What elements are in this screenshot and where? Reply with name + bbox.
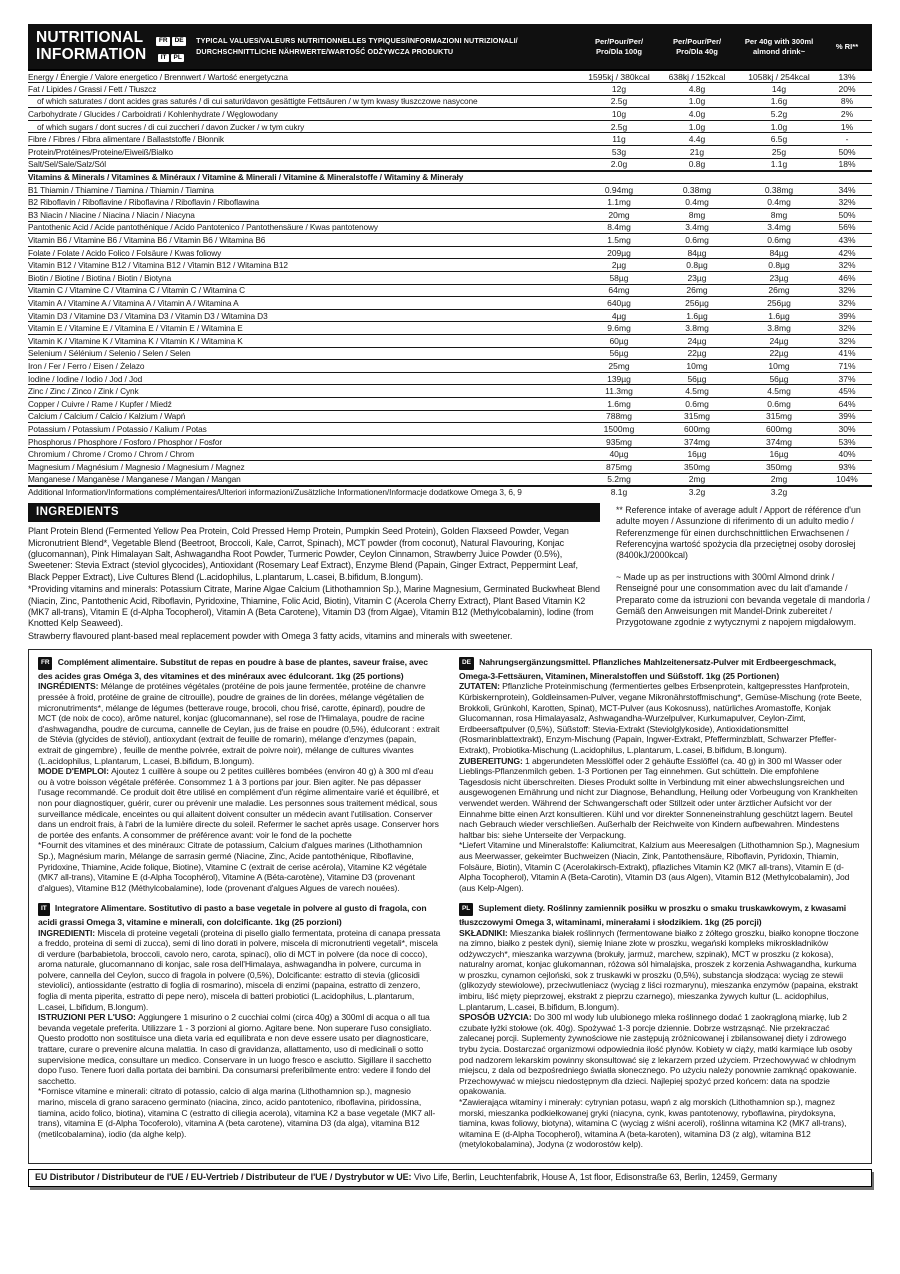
pl-badge: PL: [459, 903, 473, 916]
value-per-40g: 84µg: [658, 246, 736, 259]
paragraph-lead: INGREDIENTI:: [38, 927, 98, 938]
value-per-100g: 0.94mg: [580, 183, 658, 196]
ingredients-paragraph: *Providing vitamins and minerals: Potassium Citrate, Marine Algae Calcium (Lithothamnion Sp.), Marine Magnesium, Germinated Buckwheat Blend (Niacin, Zinc, Pantothenic Acid, Riboflavin, Pyridoxine, Thiamine, Folic Acid, Biotin), Vitamin C (Acerola Cherry Extract), Plant Based Vitamin K2 (MK7 all-trans), Vitamin E (d-Alpha Tocopherol), Vitamin A (Beta Carotene), Vitamin D3 (from Algae), Vitamin B12 (Methylcobalamin), Iodine (from Knotted Kelp Seaweed).: [28, 584, 600, 629]
value-per-100g: 935mg: [580, 435, 658, 448]
nutrient-label: B2 Riboflavin / Riboflavine / Riboflavina / Riboflavin / Riboflawina: [28, 196, 580, 209]
reference-intake-percent: 32%: [822, 196, 872, 209]
value-with-almond-drink: 6.5g: [736, 133, 822, 146]
reference-intake-percent: [822, 486, 872, 499]
nutrient-label: Fibre / Fibres / Fibra alimentare / Ballaststoffe / Błonnik: [28, 133, 580, 146]
value-per-40g: 4.0g: [658, 108, 736, 121]
value-with-almond-drink: 0.6mg: [736, 234, 822, 247]
table-row: [28, 133, 872, 146]
typical-line-1: TYPICAL VALUES/VALEURS NUTRITIONNELLES TYPIQUES/INFORMAZIONI NUTRIZIONALI/: [196, 36, 518, 46]
table-header-row: [28, 24, 872, 70]
value-per-40g: 1.6µg: [658, 309, 736, 322]
value-per-40g: 10mg: [658, 360, 736, 373]
reference-intake-percent: 45%: [822, 385, 872, 398]
reference-intake-percent: 18%: [822, 158, 872, 171]
value-per-100g: 64mg: [580, 284, 658, 297]
ingredients-heading-bar: INGREDIENTS: [28, 503, 600, 522]
value-per-40g: 4.8g: [658, 83, 736, 96]
value-per-40g: 0.8µg: [658, 259, 736, 272]
reference-intake-percent: 13%: [822, 70, 872, 83]
paragraph-lead: SPOSÓB UŻYCIA:: [459, 1012, 534, 1023]
lang-block-it: [38, 903, 441, 1139]
nutrient-label: Chromium / Chrome / Cromo / Chrom / Chrom: [28, 448, 580, 461]
value-per-40g: 0.6mg: [658, 397, 736, 410]
ingredients-left-column: [28, 503, 600, 643]
nutrient-label: Protein/Protéines/Proteine/Eiweiß/Białko: [28, 146, 580, 159]
nutrient-label: of which sugars / dont sucres / di cui zuccheri / davon Zucker / w tym cukry: [28, 120, 580, 133]
value-per-40g: 22µg: [658, 347, 736, 360]
typical-line-2: DURCHSCHNITTLICHE NÄHRWERTE/WARTOŚĆ ODŻYWCZA PRODUKTU: [196, 46, 454, 56]
paragraph-lead: INGRÉDIENTS:: [38, 681, 101, 692]
reference-intake-percent: 32%: [822, 334, 872, 347]
fr-badge: FR: [156, 37, 170, 46]
table-row: [28, 209, 872, 222]
lang-intro: DE Nahrungsergänzungsmittel. Pflanzliches Mahlzeitenersatz-Pulver mit Erdbeergeschmack, Omega-3-Fettsäuren, Vitaminen, Mineralstoffen und Süßstoff. 1kg (25 Portionen): [459, 657, 837, 681]
lang-block-pl: [459, 903, 862, 1150]
value-per-40g: 16µg: [658, 448, 736, 461]
nutrient-label: Vitamin B12 / Vitamine B12 / Vitamina B12 / Vitamin B12 / Witamina B12: [28, 259, 580, 272]
value-with-almond-drink: 3.8mg: [736, 322, 822, 335]
footnote: ** Reference intake of average adult / Apport de référence d'un adulte moyen / Assunzione di riferimento di un adulto medio / Referenzmenge für einen durchschnittlichen Erwachsenen / Referencyjna wartość spożycia dla przeciętnej osoby dorosłej (8400kJ/2000kcal): [616, 505, 861, 560]
value-per-40g: 3.8mg: [658, 322, 736, 335]
value-with-almond-drink: 0.38mg: [736, 183, 822, 196]
paragraph-lead: ISTRUZIONI PER L'USO:: [38, 1012, 139, 1023]
reference-intake-percent: 8%: [822, 95, 872, 108]
value-per-100g: 11.3mg: [580, 385, 658, 398]
reference-intake-percent: 41%: [822, 347, 872, 360]
value-per-40g: 4.4g: [658, 133, 736, 146]
value-with-almond-drink: 56µg: [736, 372, 822, 385]
title-line-1: NUTRITIONAL: [36, 29, 144, 47]
value-per-40g: 3.2g: [688, 487, 706, 498]
value-per-100g: 2.5g: [580, 120, 658, 133]
value-per-100g: 788mg: [580, 410, 658, 423]
reference-intake-percent: 1%: [822, 120, 872, 133]
value-with-almond-drink: 315mg: [736, 410, 822, 423]
value-per-40g: 350mg: [658, 460, 736, 473]
value-with-almond-drink: 600mg: [736, 423, 822, 436]
value-per-100g: 1.6mg: [580, 397, 658, 410]
value-with-almond-drink: 16µg: [736, 448, 822, 461]
reference-intake-percent: 20%: [822, 83, 872, 96]
nutrient-label: Iodine / Iodine / Iodio / Jod / Jod: [28, 372, 580, 385]
nutrient-label: Vitamin K / Vitamine K / Vitamina K / Vitamin K / Witamina K: [28, 334, 580, 347]
ingredients-paragraph: Strawberry flavoured plant-based meal replacement powder with Omega 3 fatty acids, vitamins and minerals with sweetener.: [28, 630, 513, 641]
nutrient-label: B3 Niacin / Niacine / Niacina / Niacin / Niacyna: [28, 209, 580, 222]
value-with-almond-drink: 1.6g: [736, 95, 822, 108]
ingredients-paragraph: Plant Protein Blend (Fermented Yellow Pea Protein, Cold Pressed Hemp Protein, Pumpkin Seed Protein), Golden Flaxseed Powder, Vegan Micronutrient Blend*, Vegetable Blend (Beetroot, Broccoli, Kale, Carrot, Spinach), MCT powder (from coconut), Natural Flavouring, Konjac (glucomannan), Pink Himalayan Salt, Ashwagandha Root Powder, Turmeric Powder, Ceylon Cinnamon, Strawberry Juice Powder (0.5%), Sweetener: Stevia Extract (steviol glycocides), Antioxidant (Rosemary Leaf Extract), Enzyme Blend (Papain, Ginger Extract, Peppermint Leaf, Black Pepper Extract), Live Cultures Blend (L.acidophilus, L.plantarum, L.casei, B.bifidum, B.longum).: [28, 526, 578, 582]
value-per-40g: 21g: [658, 146, 736, 159]
nutrient-label: Vitamin E / Vitamine E / Vitamina E / Vitamin E / Witamina E: [28, 322, 580, 335]
nutrient-label: Vitamin B6 / Vitamine B6 / Vitamina B6 / Vitamin B6 / Witamina B6: [28, 234, 580, 247]
value-with-almond-drink: 1058kj / 254kcal: [736, 70, 822, 83]
value-with-almond-drink: 1.1g: [736, 158, 822, 171]
table-row: [28, 83, 872, 96]
pl-badge: PL: [171, 54, 184, 63]
language-badges: [155, 30, 187, 63]
table-row: [28, 146, 872, 159]
table-row: [28, 397, 872, 410]
nutrient-label: of which saturates / dont acides gras saturés / di cui saturi/davon gesättigte Fettsäuren / w tym kwasy tłuszczowe nasycone: [28, 95, 580, 108]
value-per-40g: 0.8g: [658, 158, 736, 171]
value-with-almond-drink: 23µg: [736, 272, 822, 285]
nutrient-label: Potassium / Potassium / Potassio / Kalium / Potas: [28, 423, 580, 436]
reference-intake-percent: 30%: [822, 423, 872, 436]
lang-intro: FR Complément alimentaire. Substitut de repas en poudre à base de plantes, saveur fraise, avec des acides gras Oméga 3, des vitamines et des minéraux avec édulcorant. 1kg (25 portions): [38, 657, 428, 681]
lang-paragraph: *Fournit des vitamines et des minéraux: Citrate de potassium, Calcium d'algues marines (Lithothamnion Sp.), Magnésium marin, Mélange de sarrasin germé (Niacine, Zinc, Acide pantothénique, Riboflavine, Pyridoxine, Thiamine, Acide folique, Biotine), Vitamine C (extrait de cerise acérola), Vitamine K2 végétale (MK7 all-trans), Vitamine E (d-Alpha Tocophérol), Vitamine A (Béta-carotène), Vitamine D3 (provenant d'algues), Vitamine B12 (Méthylcobalamine), Iode (provenant d'algues Algues de varech nouées).: [38, 840, 427, 893]
value-per-40g: 2mg: [658, 473, 736, 486]
reference-intake-percent: 64%: [822, 397, 872, 410]
reference-intake-percent: 53%: [822, 435, 872, 448]
table-row: [28, 272, 872, 285]
reference-intake-percent: 32%: [822, 284, 872, 297]
value-per-40g: 8mg: [658, 209, 736, 222]
value-with-almond-drink: 26mg: [736, 284, 822, 297]
footnote: ~ Made up as per instructions with 300ml Almond drink / Renseigné pour une consommation avec du lait d'amande / Preparato come da istruzioni con bevanda vegetale di mandorla / Gemäß den Anweisungen mit Mandel-Drink zubereitet / Przygotowane zgodnie z wytycznymi z napojem migdałowym.: [616, 572, 870, 628]
value-per-100g: 4µg: [580, 309, 658, 322]
reference-intake-percent: 46%: [822, 272, 872, 285]
value-with-almond-drink: 1.6µg: [736, 309, 822, 322]
value-per-40g: 0.38mg: [658, 183, 736, 196]
lang-intro: PL Suplement diety. Roślinny zamiennik posiłku w proszku o smaku truskawkowym, z kwasami tłuszczowymi Omega 3, witaminami, minerałami i słodzikiem. 1kg (25 porcji): [459, 903, 847, 927]
fr-badge: FR: [38, 657, 52, 670]
value-with-almond-drink: 22µg: [736, 347, 822, 360]
value-per-40g: 1.0g: [658, 120, 736, 133]
nutrient-label: Folate / Folate / Acido Folico / Folsäure / Kwas foliowy: [28, 246, 580, 259]
value-per-100g: 1.1mg: [580, 196, 658, 209]
value-with-almond-drink: 256µg: [736, 297, 822, 310]
col-header-almond-drink: Per 40g with 300ml almond drink~: [736, 24, 822, 70]
value-with-almond-drink: 25g: [736, 146, 822, 159]
value-per-100g: 10g: [580, 108, 658, 121]
table-row: [28, 448, 872, 461]
value-per-40g: 1.0g: [658, 95, 736, 108]
title-line-2: INFORMATION: [36, 45, 147, 63]
lang-paragraph: ISTRUZIONI PER L'USO: Aggiungere 1 misurino o 2 cucchiai colmi (circa 40g) a 300ml di acqua o all tua bevanda vegetale preferita. Utilizzare 1 - 3 porzioni al giorno. Agitare bene. Non superare l'uso consigliato. Questo prodotto non sostituisce una dieta varia ed equilibrata e non deve essere usato per diagnosticare, trattare, curare o prevenire alcuna malattia. In caso di gravidanza, allattamento, uso di medicinali o sotto supervisione medica, consultare un medico. Conservare in un luogo fresco e asciutto. Sigillare il sacchetto dopo l'uso. Tenere fuori dalla portata dei bambini. Da consumarsi preferibilmente entro: vedere il fondo del sacchetto.: [38, 1012, 432, 1086]
eu-distributor-footer: [28, 1169, 872, 1187]
de-badge: DE: [459, 657, 474, 670]
value-with-almond-drink: 10mg: [736, 360, 822, 373]
table-row: [28, 120, 872, 133]
nutrient-label: Manganese / Manganèse / Manganese / Mangan / Mangan: [28, 473, 580, 486]
value-per-100g: 40µg: [580, 448, 658, 461]
value-per-100g: 1.5mg: [580, 234, 658, 247]
lang-paragraph: *Liefert Vitamine und Mineralstoffe: Kaliumcitrat, Kalzium aus Meeresalgen (Lithothamnion Sp.), Magnesium aus Meerwasser, gekeimter Buchweizen (Niacin, Zink, Pantothensäure, Riboflavin, Pyridoxin, Thiamin, Folsäure, Biotin), Vitamin C (Acerolakirsch-Extrakt), pflazliches Vitamin K2 (MK7 all-trans), Vitamin E (d-Alpha Tocopherol), Vitamin A (Beta-Carotin), Vitamin D3 (aus Algen), Vitamin B12 (Methylcobalamin), Jod (aus Kelp-Algen).: [459, 840, 860, 893]
value-with-almond-drink: 374mg: [736, 435, 822, 448]
value-with-almond-drink: 2mg: [736, 473, 822, 486]
reference-intake-percent: 34%: [822, 183, 872, 196]
value-with-almond-drink: 8mg: [736, 209, 822, 222]
value-per-40g: 374mg: [658, 435, 736, 448]
de-badge: DE: [172, 37, 186, 46]
reference-intake-percent: 42%: [822, 246, 872, 259]
table-row: [28, 334, 872, 347]
lang-paragraph: ZUTATEN: Pflanzliche Proteinmischung (fermentiertes gelbes Erbsenprotein, kaltgepresstes Hanfprotein, Kürbiskernprotein), Goldleinsamen-Pulver, vegane Mikronährstoffmischung*, Gemüse-Mischung (rote Beete, Brokkoli, Grünkohl, Karotten, Spinat), MCT-Pulver (aus Kokosnuss), natürliches Aromastoffe, Konjak Glucomannan, rosa Himalayasalz, Ashwagandha-Wurzelpulver, Kurkumapulver, Ceylon-Zimt, Erdbeersaftpulver (0,5%), Süßstoff: Stevia-Extrakt (Steviolglykoside), Antioxidationsmittel (Rosmarinblattextrakt), Enzym-Mischung (Papain, Ingwer-Extrakt, Pfefferminzblatt, Schwarzer Pfeffer-Extrakt), Probiotika-Mischung (L.acidophilus, L.plantarum, L.casei, B.bifidum, B.longum).: [459, 681, 862, 755]
value-per-100g: 139µg: [580, 372, 658, 385]
value-per-100g: 2.5g: [580, 95, 658, 108]
reference-intake-percent: 56%: [822, 221, 872, 234]
ingredients-section: [28, 503, 872, 643]
multilingual-section: [28, 649, 872, 1164]
table-row: [28, 259, 872, 272]
distributor-address: Vivo Life, Berlin, Leuchtenfabrik, House A, 1st floor, Edisonstraße 63, Berlin, 12459, Germany: [413, 1171, 777, 1182]
section-heading: Vitamins & Minerals / Vitamines & Minéraux / Vitamine & Minerali / Vitamine & Mineralstoffe / Witaminy & Minerały: [28, 171, 872, 184]
reference-intake-percent: 39%: [822, 309, 872, 322]
col-header-reference-intake: % RI**: [822, 24, 872, 70]
table-row: [28, 347, 872, 360]
paragraph-lead: MODE D'EMPLOI:: [38, 766, 112, 777]
nutrient-label: Pantothenic Acid / Acide pantothénique / Acido Pantotenico / Pantothensäure / Kwas pantotenowy: [28, 221, 580, 234]
nutrient-label: Calcium / Calcium / Calcio / Kalzium / Wapń: [28, 410, 580, 423]
table-row: [28, 297, 872, 310]
value-per-100g: 1500mg: [580, 423, 658, 436]
value-per-100g: 8.4mg: [580, 221, 658, 234]
it-badge: IT: [158, 54, 169, 63]
table-row: [28, 423, 872, 436]
lang-paragraph: MODE D'EMPLOI: Ajoutez 1 cuillère à soupe ou 2 petites cuillères bombées (environ 40 g) à 300 ml d'eau ou à votre boisson végétale préférée. Consommez 1 à 3 portions par jour. Bien agiter. Ne pas dépasser l'usage recommandé. Ce produit doit être utilisé en complément d'un régime alimentaire varié et équilibré, et non pour diagnostiquer, guérir, curer ou prévenir une maladie. Les personnes sous traitement médical, sous surveillance médicale, enceintes ou qui allaitent doivent consulter un médecin avant l'utilisation. Conserver dans un endroit frais, à l'abri de la lumière directe du soleil. Refermer le sachet après usage. Conserver hors de portée des enfants. A consommer de préférence avant: voir le fond de la pochette: [38, 766, 439, 840]
reference-intake-percent: 93%: [822, 460, 872, 473]
lang-block-de: [459, 657, 862, 893]
value-per-40g: 56µg: [658, 372, 736, 385]
reference-intake-percent: 104%: [822, 473, 872, 486]
nutrient-label: Vitamin C / Vitamine C / Vitamina C / Vitamin C / Witamina C: [28, 284, 580, 297]
page-title: [36, 30, 146, 62]
table-row: [28, 158, 872, 171]
table-row: [28, 234, 872, 247]
value-per-40g: 4.5mg: [658, 385, 736, 398]
value-per-40g: 315mg: [658, 410, 736, 423]
table-row: [28, 221, 872, 234]
value-with-almond-drink: 4.5mg: [736, 385, 822, 398]
paragraph-lead: ZUBEREITUNG:: [459, 755, 526, 766]
table-row: [28, 196, 872, 209]
table-section-row: [28, 171, 872, 184]
reference-intake-percent: 43%: [822, 234, 872, 247]
lang-column-right: [459, 657, 862, 1160]
table-row: [28, 70, 872, 83]
value-per-40g: 600mg: [658, 423, 736, 436]
table-row: [28, 372, 872, 385]
table-row: [28, 435, 872, 448]
lang-paragraph: *Zawierająca witaminy i minerały: cytrynian potasu, wapń z alg morskich (Lithothamnion sp.), magnez morski, mieszanka podkiełkowanej gryki (niacyna, cynk, kwas pantotenowy, ryboflawina, pirydoksyna, tiamina, kwas foliowy, biotyna), witamina C (wyciąg z wiśni aceroli), roślinna witamina K2 (MK7 all-trans), witamina E (d-Alpha Tocopherol), witamina A (beta-karoten), witamina D3 (z alg), witamina B12 (metylokobalamina), Jodyna (z wodorostów kelp).: [459, 1097, 847, 1150]
table-row: [28, 460, 872, 473]
value-per-40g: 23µg: [658, 272, 736, 285]
lang-intro: IT Integratore Alimentare. Sostitutivo di pasto a base vegetale in polvere al gusto di fragola, con acidi grassi Omega 3, vitamine e minerali, con dolcificante. 1kg (25 porzioni): [38, 903, 427, 927]
value-per-100g: 25mg: [580, 360, 658, 373]
table-row: [28, 95, 872, 108]
value-per-100g: 2µg: [580, 259, 658, 272]
table-row: [28, 309, 872, 322]
lang-paragraph: *Fornisce vitamine e minerali: citrato di potassio, calcio di alga marina (Lithothamnion sp.), magnesio marino, miscela di grano saraceno germinato (niacina, zinco, acido pantotenico, riboflavina, piridossina, tiamina, acido folico, biotina), vitamina C (estratto di ciliegia acerola), vitamina K2 a base vegetale (MK7 all-trans), vitamina E (d-Alpha Tocoferolo), vitamina A (beta carotene), vitamina D3 (da alga), vitamina B12 (metilcobalamina), iodio (da alghe kelp).: [38, 1086, 436, 1139]
table-row: [28, 183, 872, 196]
table-row: [28, 108, 872, 121]
reference-intake-percent: 39%: [822, 410, 872, 423]
nutrient-label: Iron / Fer / Ferro / Eisen / Żelazo: [28, 360, 580, 373]
value-per-100g: 875mg: [580, 460, 658, 473]
distributor-label: EU Distributor / Distributeur de l'UE / EU-Vertrieb / Distributeur de l'UE / Dystrybutor w UE:: [35, 1171, 412, 1182]
value-per-100g: 5.2mg: [580, 473, 658, 486]
table-row: [28, 410, 872, 423]
value-with-almond-drink: 3.4mg: [736, 221, 822, 234]
paragraph-lead: ZUTATEN:: [459, 681, 503, 692]
value-per-100g: 11g: [580, 133, 658, 146]
nutrient-label: Vitamin D3 / Vitamine D3 / Vitamina D3 / Vitamin D3 / Witamina D3: [28, 309, 580, 322]
it-badge: IT: [38, 903, 50, 916]
ingredients-paragraphs: [28, 526, 600, 642]
nutrient-label: Fat / Lipides / Grassi / Fett / Tłuszcz: [28, 83, 580, 96]
table-row: [28, 486, 872, 499]
nutrition-table: [28, 24, 872, 498]
lang-paragraph: INGRÉDIENTS: Mélange de protéines végétales (protéine de pois jaune fermentée, protéine de chanvre pressée à froid, protéine de graine de citrouille), poudre de graines de lin dorées, mélange végétalien de micronutriments*, mélange de légumes (betterave rouge, brocoli, chou frisé, carotte, épinard), poudre de MCT (de noix de coco), arôme naturel, konjac (glucomannane), sel rose de l'Himalaya, poudre de racine d'ashwagandha, poudre de curcuma, cannelle de Ceylan, jus de fraise en poudre (0,5%), édulcorant : extrait de Stévia (glycides de stéviol), antioxydant (extrait de feuille de romarin), mélange d'enzymes (papain, extrait de gingembre) , feuille de menthe poivrée, extrait de poivre noir), mélange de cultures vivantes (L.acidophilus, L.plantarum, L.casei, B.bifidum, B.longum).: [38, 681, 440, 766]
value-per-40g: 26mg: [658, 284, 736, 297]
reference-intake-percent: 32%: [822, 259, 872, 272]
lang-paragraph: ZUBEREITUNG: 1 abgerundeten Messlöffel oder 2 gehäufte Esslöffel (ca. 40 g) in 300 ml Wasser oder Lieblings-Pflanzenmilch geben. 1-3 Portionen per Tag einnehmen. Gut schütteln. Die empfohlene Tagesdosis nicht überschreiten. Dieses Produkt sollte in Verbindung mit einer abwechslungsreichen und ausgewogenen Ernährung und nicht zur Diagnose, Behandlung, Heilung oder Vorbeugung von Krankheiten verwendet werden. Während der Schwangerschaft oder Stillzeit oder unter ärztlicher Aufsicht vor der Einnahme bitte einen Arzt konsultieren. Kühl und vor direkter Sonneneinstrahlung geschützt lagern. Beutel nach Gebrauch wieder verschließen. Außerhalb der Reichweite von Kindern aufbewahren. Mindestens haltbar bis: siehe Unterseite der Verpackung.: [459, 755, 858, 840]
typical-values-heading: [196, 36, 518, 57]
nutrient-label: Salt/Sel/Sale/Salz/Sól: [28, 158, 580, 171]
value-with-almond-drink: 0.8µg: [736, 259, 822, 272]
table-row: [28, 385, 872, 398]
table-row: [28, 473, 872, 486]
value-per-100g: 58µg: [580, 272, 658, 285]
value-per-40g: 256µg: [658, 297, 736, 310]
paragraph-lead: SKŁADNIKI:: [459, 927, 510, 938]
value-per-100g: 53g: [580, 146, 658, 159]
col-header-per-100g: Per/Pour/Per/ Pro/Dla 100g: [580, 24, 658, 70]
table-row: [28, 360, 872, 373]
value-per-100g: 640µg: [580, 297, 658, 310]
reference-intake-percent: 50%: [822, 209, 872, 222]
lang-block-fr: [38, 657, 441, 893]
reference-intake-percent: 50%: [822, 146, 872, 159]
col-header-per-40g: Per/Pour/Per/ Pro/Dla 40g: [658, 24, 736, 70]
nutrient-label: Energy / Énergie / Valore energetico / Brennwert / Wartość energetyczna: [28, 70, 580, 83]
nutrient-label: Vitamin A / Vitamine A / Vitamina A / Vitamin A / Witamina A: [28, 297, 580, 310]
value-per-100g: 12g: [580, 83, 658, 96]
value-per-100g: 20mg: [580, 209, 658, 222]
value-per-100g: 8.1g: [610, 487, 628, 498]
value-per-40g: 0.6mg: [658, 234, 736, 247]
table-row: [28, 284, 872, 297]
value-per-40g: 638kj / 152kcal: [658, 70, 736, 83]
value-per-100g: 2.0g: [580, 158, 658, 171]
value-per-100g: 56µg: [580, 347, 658, 360]
table-row: [28, 246, 872, 259]
lang-column-left: [38, 657, 441, 1160]
reference-intake-percent: 40%: [822, 448, 872, 461]
value-per-100g: 1595kj / 380kcal: [580, 70, 658, 83]
value-per-40g: 24µg: [658, 334, 736, 347]
nutrition-table-body: [28, 70, 872, 498]
header-label-cell: [28, 24, 580, 70]
reference-intake-percent: 2%: [822, 108, 872, 121]
nutrient-label: Magnesium / Magnésium / Magnesio / Magnesium / Magnez: [28, 460, 580, 473]
reference-intake-percent: 71%: [822, 360, 872, 373]
value-with-almond-drink: 5.2g: [736, 108, 822, 121]
lang-paragraph: SPOSÓB UŻYCIA: Do 300 ml wody lub ulubionego mleka roślinnego dodać 1 zaokrągloną miarkę, lub 2 czubate łyżki stołowe (ok. 40g). Spożywać 1-3 porcje dziennie. Dobrze wstrząsnąć. Nie przekraczać zalecanej porcji. Suplementy żywnościowe nie zastępują zróżnicowanej i zbilansowanej diety i zdrowego trybu życia. Dostarczać organizmowi odpowiednia ilość płynów. Kobiety w ciąży, matki karmiące lub osoby pod nadzorem lekarskim powinny skonsultować się z lekarzem przed użyciem. Przechowywać w chłodnym miejscu, z dala od bezpośredniego światła słonecznego. Po użyciu należy ponownie zamknąć opakowanie. Przechowywać w miejscu niedostępnym dla dzieci. Najlepiej spożyć przed końcem: data na spodzie opakowania.: [459, 1012, 857, 1097]
value-with-almond-drink: 24µg: [736, 334, 822, 347]
nutrient-label: Phosphorus / Phosphore / Fosforo / Phosphor / Fosfor: [28, 435, 580, 448]
nutrient-label: Biotin / Biotine / Biotina / Biotin / Biotyna: [28, 272, 580, 285]
nutrient-label: Copper / Cuivre / Rame / Kupfer / Miedź: [28, 397, 580, 410]
value-with-almond-drink: 350mg: [736, 460, 822, 473]
value-with-almond-drink: 3.2g: [770, 487, 788, 498]
nutrient-label: Zinc / Zinc / Zinco / Zink / Cynk: [28, 385, 580, 398]
nutrient-label: Additional Information/Informations complémentaires/Ulteriori informazioni/Zusätzliche Informationen/Informacje dodatkowe Omega 3, 6, 9: [28, 487, 522, 498]
lang-paragraph: INGREDIENTI: Miscela di proteine vegetali (proteina di pisello giallo fermentata, proteina di canapa pressata a freddo, proteina di semi di zucca), semi di lino dorati in polvere, miscela di micronutrienti vegetali*, miscela di verdure (barbabietola, broccoli, cavolo nero, carota, spinaci), olio di MCT in polvere (da noce di cocco), aroma naturale, glucomannano di konjac, sale rosa dell'Himalaya, ashwagandha in polvere, curcuma in polvere, cannella del Ceylon, succo di fragola in polvere (0,5%), Dolcificante: estratto di stevia (glicosidi steviolici), antiossidante (estratto di foglia di rosmarino), miscela di enzimi (papaina, estratto di zenzero, foglia di menta piperita, estratto di pepe nero), miscela di batteri probiotici (L.acidophilus, L.plantarum, L.casei, L.bifidum, B.longum).: [38, 927, 441, 1012]
nutrient-label: Selenium / Sélénium / Selenio / Selen / Selen: [28, 347, 580, 360]
reference-notes-column: [616, 503, 872, 643]
value-with-almond-drink: 84µg: [736, 246, 822, 259]
reference-intake-percent: 32%: [822, 297, 872, 310]
value-with-almond-drink: 14g: [736, 83, 822, 96]
nutrient-label: Carbohydrate / Glucides / Carboidrati / Kohlenhydrate / Węglowodany: [28, 108, 580, 121]
value-per-40g: 0.4mg: [658, 196, 736, 209]
value-with-almond-drink: 1.0g: [736, 120, 822, 133]
reference-intake-percent: 32%: [822, 322, 872, 335]
reference-intake-percent: 37%: [822, 372, 872, 385]
value-per-40g: 3.4mg: [658, 221, 736, 234]
nutrition-table-header: [28, 24, 872, 70]
value-per-100g: 9.6mg: [580, 322, 658, 335]
reference-intake-percent: -: [822, 133, 872, 146]
nutrient-label: B1 Thiamin / Thiamine / Tiamina / Thiamin / Tiamina: [28, 183, 580, 196]
value-with-almond-drink: 0.4mg: [736, 196, 822, 209]
value-per-100g: 209µg: [580, 246, 658, 259]
table-row: [28, 322, 872, 335]
lang-paragraph: SKŁADNIKI: Mieszanka białek roślinnych (fermentowane białko z żółtego groszku, białko konopne tłoczone na zimno, białko z pestek dyni), siemię lniane złote w proszku, wegański kompleks mikroskładników odżywczych*, mieszanka warzywna (brokuły, jarmuż, marchew, szpinak), MCT w proszku (z kokosa), naturalny aromat, konjac glukomannan, różowa sól himalajska, proszek z korzenia Ashwagandha, kurkuma w proszku, cynamon cejloński, sok z truskawki w proszku (0,5%), substancja słodząca: wyciąg ze stewii (glikozydy stewiolowe), przeciwutleniacz (wyciąg z liści rozmarynu), mieszanka enzymów (papaina, ekstrakt imbiru, liść mięty pieprzowej, ekstrakt z pieprzu czarnego), mieszanka żywych kultur (L. acidophilus, L.plantarum, L.casei, B.bifidum, B.longum).: [459, 927, 859, 1012]
value-per-100g: 60µg: [580, 334, 658, 347]
value-with-almond-drink: 0.6mg: [736, 397, 822, 410]
